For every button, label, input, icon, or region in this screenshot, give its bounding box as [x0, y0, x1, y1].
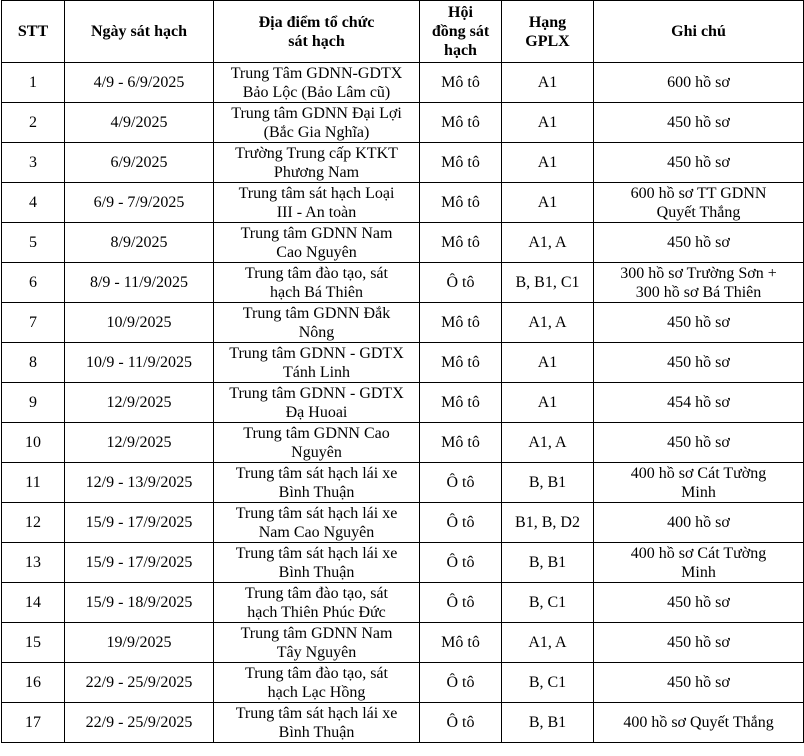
cell-stt: 13 — [2, 543, 65, 583]
header-row — [2, 1, 804, 63]
cell-note-line: 400 hồ sơ Cát Tường — [630, 464, 767, 482]
table-row — [2, 263, 804, 303]
cell-location-line: Bình Thuận — [278, 563, 355, 581]
cell-council: Ô tô — [420, 663, 502, 703]
cell-note-line: 454 hồ sơ — [667, 394, 730, 411]
cell-note — [594, 143, 804, 183]
cell-class: B1, B, D2 — [502, 503, 594, 543]
exam-schedule-table — [1, 0, 804, 743]
cell-class: B, C1 — [502, 583, 594, 623]
cell-class: A1 — [502, 63, 594, 103]
cell-location-line: Bảo Lộc (Bảo Lâm cũ) — [242, 83, 391, 101]
cell-note-line: 450 hồ sơ — [667, 314, 730, 331]
cell-location-line: Trung tâm GDNN Nam — [240, 624, 393, 642]
cell-class: A1, A — [502, 303, 594, 343]
cell-location — [214, 423, 420, 463]
cell-council: Mô tô — [420, 143, 502, 183]
header-council-line: Hội — [448, 4, 473, 21]
cell-class: A1 — [502, 343, 594, 383]
cell-stt: 2 — [2, 103, 65, 143]
header-note: Ghi chú — [594, 1, 804, 63]
cell-location — [214, 503, 420, 543]
cell-council: Mô tô — [420, 183, 502, 223]
cell-council: Mô tô — [420, 63, 502, 103]
cell-note-line: 400 hồ sơ Cát Tường — [630, 544, 767, 562]
cell-stt: 14 — [2, 583, 65, 623]
header-council-line: hạch — [444, 42, 477, 59]
cell-date: 22/9 - 25/9/2025 — [65, 663, 214, 703]
cell-note — [594, 223, 804, 263]
cell-note — [594, 303, 804, 343]
cell-date: 12/9/2025 — [65, 383, 214, 423]
cell-location-line: Cao Nguyên — [276, 243, 357, 261]
cell-stt: 4 — [2, 183, 65, 223]
cell-location — [214, 583, 420, 623]
cell-location — [214, 663, 420, 703]
cell-class: B, B1 — [502, 543, 594, 583]
cell-note — [594, 183, 804, 223]
cell-location-line: Nguyên — [291, 443, 342, 461]
header-location-line: Địa điểm tổ chức — [258, 13, 375, 31]
cell-council: Mô tô — [420, 343, 502, 383]
cell-location — [214, 383, 420, 423]
cell-stt: 8 — [2, 343, 65, 383]
header-class-line: GPLX — [525, 32, 570, 50]
cell-location-line: Trung tâm GDNN Cao — [243, 424, 390, 442]
cell-location-line: Trung tâm GDNN Đắk — [242, 304, 391, 322]
table-row — [2, 303, 804, 343]
table-row — [2, 143, 804, 183]
header-stt: STT — [2, 1, 65, 63]
cell-location — [214, 263, 420, 303]
cell-date: 10/9/2025 — [65, 303, 214, 343]
cell-location — [214, 223, 420, 263]
cell-location-line: Trường Trung cấp KTKT — [235, 144, 398, 162]
cell-location — [214, 463, 420, 503]
cell-council: Mô tô — [420, 303, 502, 343]
cell-note — [594, 343, 804, 383]
table-row — [2, 423, 804, 463]
cell-location — [214, 303, 420, 343]
cell-location-line: Tây Nguyên — [276, 643, 357, 661]
cell-date: 12/9 - 13/9/2025 — [65, 463, 214, 503]
table-row — [2, 343, 804, 383]
cell-note-line: 450 hồ sơ — [667, 634, 730, 651]
cell-note-line: 450 hồ sơ — [667, 234, 730, 251]
cell-location-line: (Bắc Gia Nghĩa) — [263, 123, 370, 141]
header-class — [502, 1, 594, 63]
cell-date: 4/9/2025 — [65, 103, 214, 143]
table-row — [2, 103, 804, 143]
header-date: Ngày sát hạch — [65, 1, 214, 63]
cell-class: B, C1 — [502, 663, 594, 703]
cell-location-line: Bình Thuận — [278, 483, 355, 501]
cell-note-line: 600 hồ sơ — [667, 74, 730, 91]
cell-note-line: 450 hồ sơ — [667, 354, 730, 371]
cell-note-line: Quyết Thắng — [656, 203, 741, 221]
cell-date: 15/9 - 17/9/2025 — [65, 543, 214, 583]
cell-location — [214, 103, 420, 143]
cell-location — [214, 183, 420, 223]
cell-council: Mô tô — [420, 103, 502, 143]
cell-note — [594, 583, 804, 623]
cell-location-line: Trung tâm GDNN Đại Lợi — [231, 104, 402, 122]
cell-council: Ô tô — [420, 703, 502, 743]
cell-date: 19/9/2025 — [65, 623, 214, 663]
cell-location — [214, 543, 420, 583]
cell-date: 4/9 - 6/9/2025 — [65, 63, 214, 103]
cell-stt: 11 — [2, 463, 65, 503]
table-row — [2, 503, 804, 543]
cell-date: 12/9/2025 — [65, 423, 214, 463]
cell-location-line: Phương Nam — [273, 163, 360, 181]
cell-note — [594, 703, 804, 743]
cell-location-line: Trung tâm đào tạo, sát — [245, 664, 388, 682]
cell-note-line: 400 hồ sơ — [667, 514, 730, 531]
cell-location-line: Nông — [298, 323, 335, 341]
cell-council: Ô tô — [420, 263, 502, 303]
cell-location-line: Trung tâm sát hạch lái xe — [235, 464, 398, 482]
cell-stt: 9 — [2, 383, 65, 423]
cell-council: Mô tô — [420, 383, 502, 423]
header-class-line: Hạng — [528, 13, 567, 31]
cell-stt: 10 — [2, 423, 65, 463]
cell-date: 15/9 - 18/9/2025 — [65, 583, 214, 623]
cell-location-line: Trung tâm GDNN - GDTX — [229, 384, 404, 402]
cell-note — [594, 663, 804, 703]
cell-location-line: Trung tâm sát hạch lái xe — [235, 544, 398, 562]
cell-council: Ô tô — [420, 583, 502, 623]
cell-location — [214, 623, 420, 663]
cell-note-line: 300 hồ sơ Bá Thiên — [635, 283, 762, 301]
table-body — [2, 63, 804, 743]
cell-class: A1 — [502, 383, 594, 423]
cell-class: A1, A — [502, 423, 594, 463]
cell-council: Mô tô — [420, 623, 502, 663]
cell-note-line: 450 hồ sơ — [667, 154, 730, 171]
cell-note-line: Minh — [681, 483, 716, 501]
table-row — [2, 183, 804, 223]
cell-council: Mô tô — [420, 223, 502, 263]
cell-note — [594, 423, 804, 463]
cell-note-line: 450 hồ sơ — [667, 434, 730, 451]
cell-location-line: hạch Lạc Hồng — [267, 683, 366, 701]
cell-date: 10/9 - 11/9/2025 — [65, 343, 214, 383]
cell-council: Ô tô — [420, 503, 502, 543]
cell-location-line: Đạ Huoai — [285, 403, 348, 421]
cell-note — [594, 263, 804, 303]
cell-date: 22/9 - 25/9/2025 — [65, 703, 214, 743]
cell-council: Mô tô — [420, 423, 502, 463]
cell-note-line: 450 hồ sơ — [667, 674, 730, 691]
cell-location-line: Bình Thuận — [278, 723, 355, 741]
table-row — [2, 583, 804, 623]
cell-location-line: Trung tâm sát hạch Loại — [238, 184, 395, 202]
cell-location — [214, 63, 420, 103]
cell-location-line: Trung tâm GDNN Nam — [240, 224, 393, 242]
cell-note-line: 300 hồ sơ Trường Sơn + — [620, 264, 777, 282]
header-council — [420, 1, 502, 63]
cell-location-line: Trung tâm GDNN - GDTX — [229, 344, 404, 362]
table-row — [2, 383, 804, 423]
cell-class: B, B1 — [502, 703, 594, 743]
cell-note — [594, 623, 804, 663]
table-row — [2, 63, 804, 103]
cell-location — [214, 703, 420, 743]
cell-council: Ô tô — [420, 543, 502, 583]
cell-date: 6/9/2025 — [65, 143, 214, 183]
table-row — [2, 663, 804, 703]
cell-stt: 7 — [2, 303, 65, 343]
cell-stt: 12 — [2, 503, 65, 543]
cell-location-line: Trung tâm sát hạch lái xe — [235, 704, 398, 722]
cell-class: A1, A — [502, 223, 594, 263]
cell-location-line: Trung Tâm GDNN-GDTX — [230, 64, 403, 82]
cell-note — [594, 63, 804, 103]
cell-stt: 5 — [2, 223, 65, 263]
cell-note-line: 400 hồ sơ Quyết Thắng — [623, 714, 774, 731]
cell-note-line: 450 hồ sơ — [667, 114, 730, 131]
cell-note — [594, 463, 804, 503]
cell-location-line: Nam Cao Nguyên — [258, 523, 375, 541]
cell-note — [594, 103, 804, 143]
cell-date: 15/9 - 17/9/2025 — [65, 503, 214, 543]
cell-location-line: hạch Bá Thiên — [269, 283, 363, 301]
table-row — [2, 703, 804, 743]
cell-class: B, B1 — [502, 463, 594, 503]
cell-location — [214, 143, 420, 183]
cell-date: 8/9/2025 — [65, 223, 214, 263]
cell-location-line: Trung tâm đào tạo, sát — [245, 584, 388, 602]
cell-date: 8/9 - 11/9/2025 — [65, 263, 214, 303]
cell-stt: 15 — [2, 623, 65, 663]
cell-location-line: III - An toàn — [276, 203, 357, 221]
cell-note-line: 450 hồ sơ — [667, 594, 730, 611]
cell-location-line: Trung tâm đào tạo, sát — [245, 264, 388, 282]
cell-class: A1, A — [502, 623, 594, 663]
table-row — [2, 223, 804, 263]
cell-class: A1 — [502, 103, 594, 143]
cell-stt: 6 — [2, 263, 65, 303]
header-location — [214, 1, 420, 63]
cell-location-line: Trung tâm sát hạch lái xe — [235, 504, 398, 522]
cell-note-line: Minh — [681, 563, 716, 581]
cell-location-line: hạch Thiên Phúc Đức — [247, 603, 386, 621]
cell-class: B, B1, C1 — [502, 263, 594, 303]
header-location-line: sát hạch — [288, 32, 345, 50]
cell-location-line: Tánh Linh — [282, 363, 351, 381]
cell-note — [594, 383, 804, 423]
cell-note — [594, 543, 804, 583]
table-header — [2, 1, 804, 63]
cell-date: 6/9 - 7/9/2025 — [65, 183, 214, 223]
header-council-line: đồng sát — [431, 23, 490, 40]
cell-note-line: 600 hồ sơ TT GDNN — [630, 184, 767, 202]
cell-location — [214, 343, 420, 383]
cell-stt: 1 — [2, 63, 65, 103]
cell-class: A1 — [502, 143, 594, 183]
table-row — [2, 623, 804, 663]
cell-note — [594, 503, 804, 543]
cell-council: Ô tô — [420, 463, 502, 503]
cell-class: A1 — [502, 183, 594, 223]
cell-stt: 16 — [2, 663, 65, 703]
table-row — [2, 463, 804, 503]
cell-stt: 3 — [2, 143, 65, 183]
cell-stt: 17 — [2, 703, 65, 743]
table-row — [2, 543, 804, 583]
